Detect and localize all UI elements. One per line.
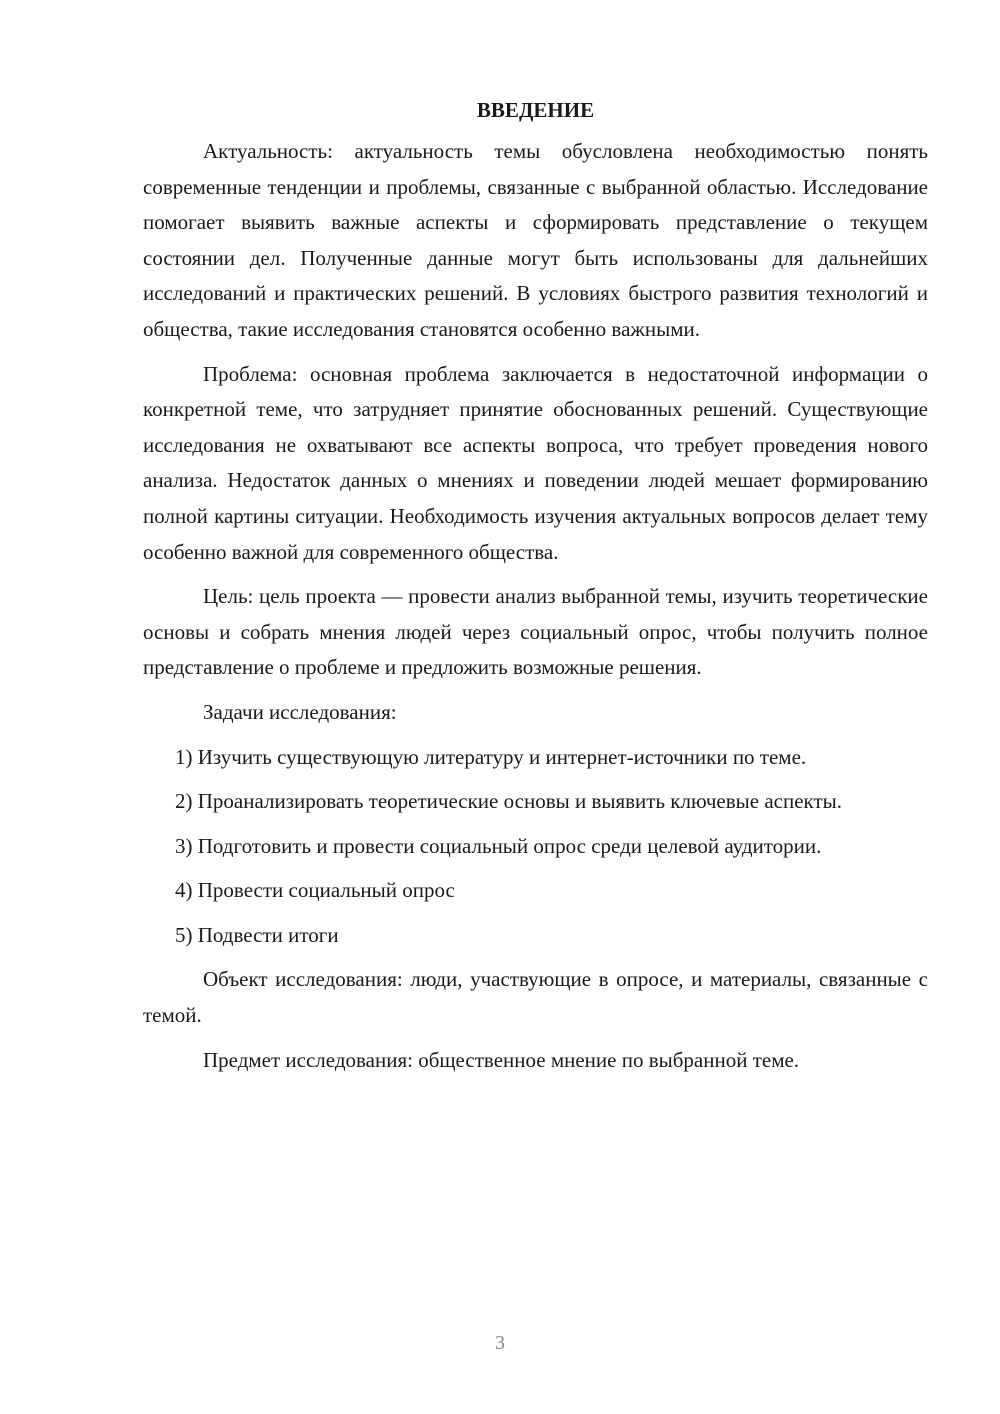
research-subject-paragraph: Предмет исследования: общественное мнение по выбранной теме. [203,1047,800,1072]
tasks-heading: Задачи исследования: [203,699,397,724]
task-item: 1) Изучить существующую литературу и интернет-источники по теме. [175,744,807,769]
relevance-paragraph: Актуальность: актуальность темы обусловлена необходимостью понять современные тенденции и проблемы, связанные с выбранной областью. Исследование помогает выявить важные аспекты и сформировать представление о текущем состоянии дел. Полученные данные могут быть использованы для дальнейших исследований и практических решений. В условиях быстрого развития технологий и общества, такие исследования становятся особенно важными. [143,139,928,341]
task-item: 2) Проанализировать теоретические основы и выявить ключевые аспекты. [175,789,843,814]
task-item: 4) Провести социальный опрос [175,878,455,903]
document-page [143,92,928,1087]
research-object-paragraph: Объект исследования: люди, участвующие в опросе, и материалы, связанные с темой. [143,967,928,1028]
task-item: 5) Подвести итоги [175,922,339,947]
problem-paragraph: Проблема: основная проблема заключается в недостаточной информации о конкретной теме, что затрудняет принятие обоснованных решений. Существующие исследования не охватывают все аспекты вопроса, что требует проведения нового анализа. Недостаток данных о мнениях и поведении людей мешает формированию полной картины ситуации. Необходимость изучения актуальных вопросов делает тему особенно важной для современного общества. [143,361,928,564]
section-title: ВВЕДЕНИЕ [476,98,595,122]
task-item: 3) Подготовить и провести социальный опрос среди целевой аудитории. [175,833,822,858]
goal-paragraph: Цель: цель проекта — провести анализ выбранной темы, изучить теоретические основы и собрать мнения людей через социальный опрос, чтобы получить полное представление о проблеме и предложить возможные решения. [143,584,928,680]
page-number: 3 [495,1332,505,1354]
